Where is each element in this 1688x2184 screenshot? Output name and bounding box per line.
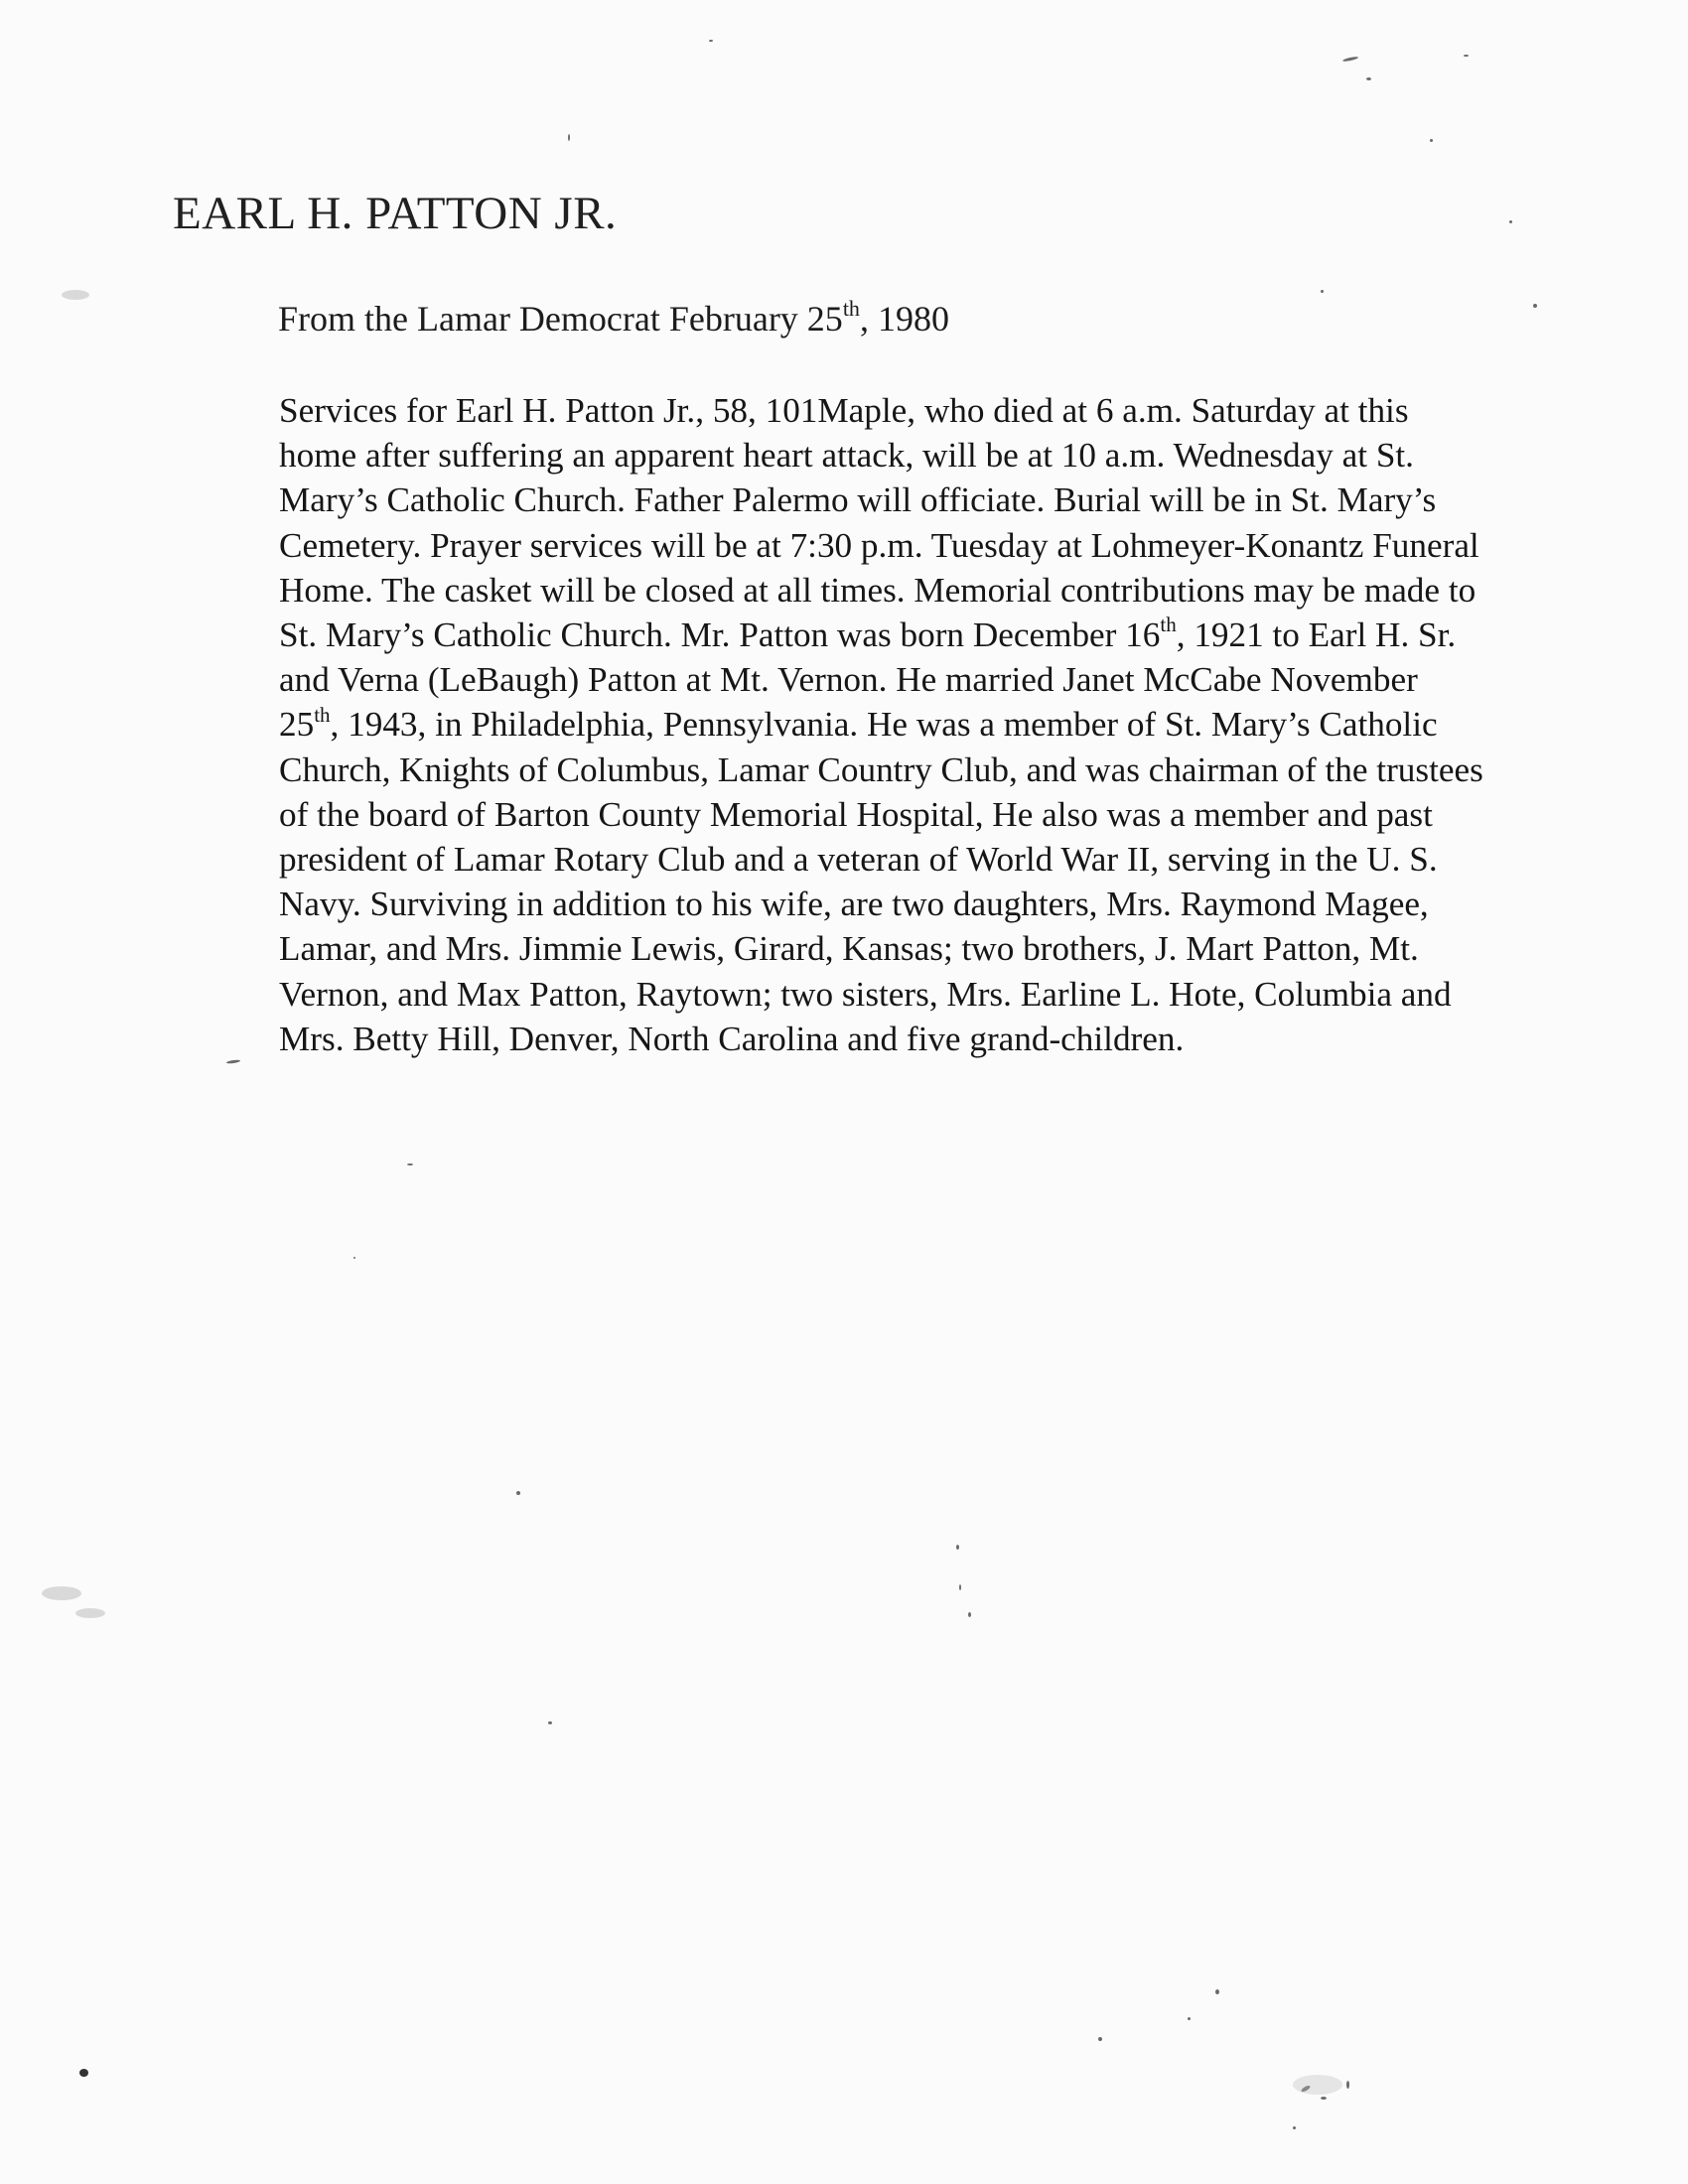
obituary-line: Home. The casket will be closed at all times. Memorial contributions may be made to	[279, 570, 1477, 610]
scan-speck	[568, 134, 570, 141]
scan-speck	[1293, 2126, 1296, 2129]
obituary-text	[279, 388, 1649, 1061]
obituary-line: Navy. Surviving in addition to his wife, are two daughters, Mrs. Raymond Magee,	[279, 885, 1429, 924]
obituary-line: Mrs. Betty Hill, Denver, North Carolina and five grand-children.	[279, 1019, 1185, 1058]
source-prefix: From the Lamar Democrat February 25	[278, 299, 843, 339]
scan-speck	[1098, 2037, 1102, 2041]
line-text-after: , 1921 to Earl H. Sr.	[1176, 615, 1457, 655]
scan-speck	[1346, 2081, 1349, 2089]
line-text-before: St. Mary’s Catholic Church. Mr. Patton was born December 16	[279, 615, 1161, 655]
scan-speck	[79, 2069, 88, 2077]
scan-speck	[1321, 2097, 1327, 2100]
obituary-line: president of Lamar Rotary Club and a veteran of World War II, serving in the U. S.	[279, 840, 1438, 880]
scan-speck	[1509, 220, 1512, 223]
scan-smudge	[1293, 2075, 1342, 2095]
source-ordinal: th	[842, 296, 860, 321]
obituary-line: Vernon, and Max Patton, Raytown; two sisters, Mrs. Earline L. Hote, Columbia and	[279, 974, 1452, 1014]
scan-speck	[956, 1545, 959, 1550]
obituary-line: and Verna (LeBaugh) Patton at Mt. Vernon. He married Janet McCabe November	[279, 660, 1418, 700]
scan-speck	[1464, 55, 1469, 57]
line-text-after: , 1943, in Philadelphia, Pennsylvania. He was a member of St. Mary’s Catholic	[330, 705, 1438, 745]
obituary-line: Cemetery. Prayer services will be at 7:30 p.m. Tuesday at Lohmeyer-Konantz Funeral	[279, 525, 1479, 565]
scan-smudge	[75, 1608, 105, 1618]
scan-speck	[1533, 304, 1537, 308]
scan-speck	[407, 1163, 413, 1165]
scan-speck	[226, 1059, 240, 1064]
obituary-line: Mary’s Catholic Church. Father Palermo will officiate. Burial will be in St. Mary’s	[279, 480, 1437, 520]
scan-speck	[1321, 290, 1324, 293]
scan-speck	[548, 1721, 552, 1724]
scan-speck	[1215, 1989, 1219, 1994]
obituary-line: Lamar, and Mrs. Jimmie Lewis, Girard, Kansas; two brothers, J. Mart Patton, Mt.	[279, 929, 1419, 969]
obituary-line	[279, 613, 1649, 657]
scan-speck	[516, 1491, 520, 1495]
document-title: EARL H. PATTON JR.	[173, 188, 618, 239]
line-text-before: 25	[279, 705, 315, 745]
obituary-line	[279, 702, 1649, 747]
obituary-line: Services for Earl H. Patton Jr., 58, 101Maple, who died at 6 a.m. Saturday at this	[279, 391, 1409, 430]
scan-smudge	[42, 1586, 81, 1600]
obituary-line: of the board of Barton County Memorial Hospital, He also was a member and past	[279, 794, 1433, 834]
scan-speck	[1430, 139, 1433, 142]
scan-speck	[959, 1584, 961, 1590]
scan-speck	[709, 40, 713, 42]
line-ordinal: th	[1160, 613, 1177, 637]
obituary-line: Church, Knights of Columbus, Lamar Country Club, and was chairman of the trustees	[279, 750, 1483, 789]
scan-speck	[1188, 2017, 1191, 2020]
source-line	[278, 298, 949, 340]
scan-smudge	[62, 290, 89, 300]
obituary-line: home after suffering an apparent heart attack, will be at 10 a.m. Wednesday at St.	[279, 436, 1414, 476]
scan-speck	[353, 1257, 355, 1259]
scan-speck	[1366, 77, 1371, 80]
source-suffix: , 1980	[859, 299, 949, 339]
scan-speck	[968, 1612, 971, 1617]
scan-speck	[1342, 56, 1358, 62]
line-ordinal: th	[314, 702, 331, 727]
